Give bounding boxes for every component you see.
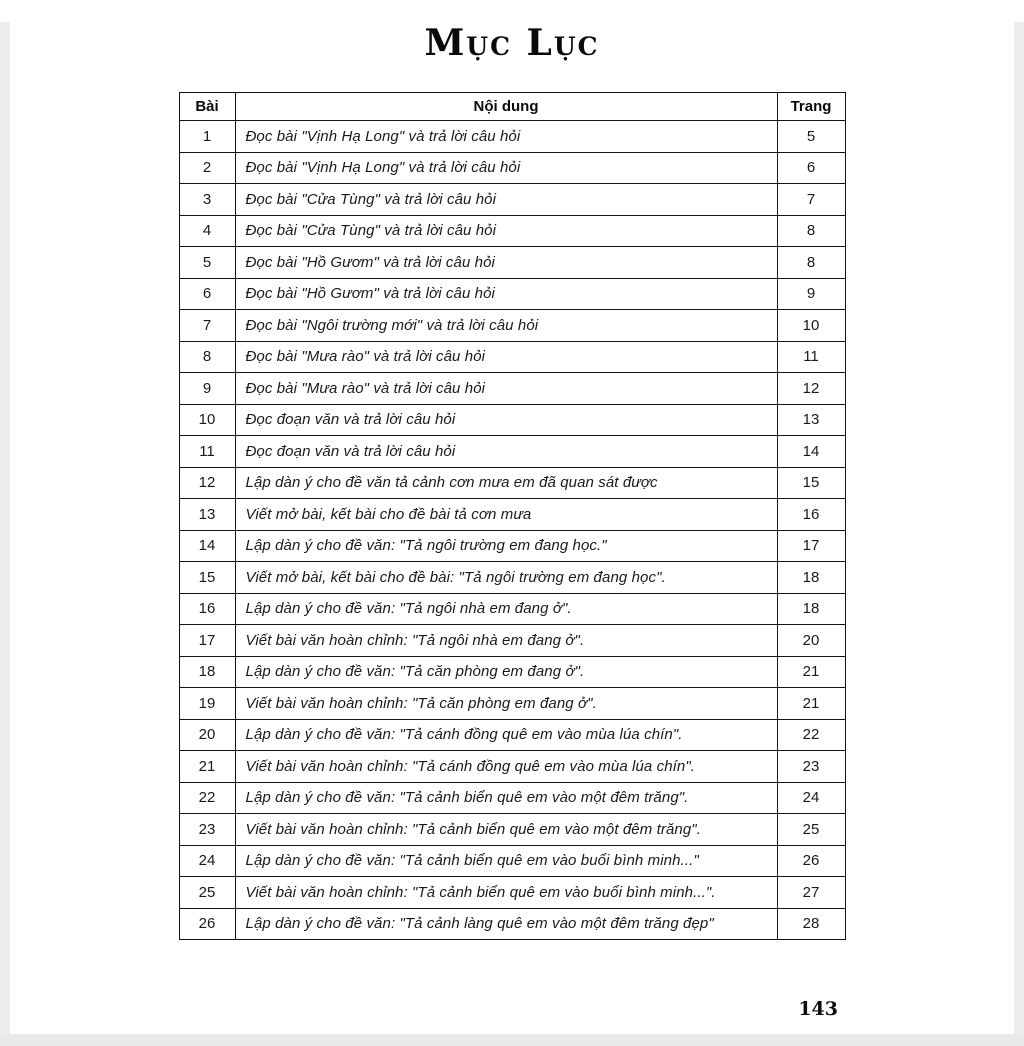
lesson-number-cell: 25 — [179, 877, 235, 909]
page-ref-cell: 17 — [777, 530, 845, 562]
lesson-number-cell: 6 — [179, 278, 235, 310]
table-row — [179, 751, 845, 783]
lesson-number-cell: 3 — [179, 184, 235, 216]
lesson-number-cell: 16 — [179, 593, 235, 625]
lesson-number-cell: 4 — [179, 215, 235, 247]
table-row — [179, 278, 845, 310]
table-row — [179, 877, 845, 909]
table-row — [179, 184, 845, 216]
lesson-number-cell: 10 — [179, 404, 235, 436]
lesson-content-cell: Đọc đoạn văn và trả lời câu hỏi — [235, 436, 777, 468]
table-row — [179, 436, 845, 468]
lesson-content-cell: Viết mở bài, kết bài cho đề bài: "Tả ngôi trường em đang học". — [235, 562, 777, 594]
page-ref-cell: 13 — [777, 404, 845, 436]
table-row — [179, 530, 845, 562]
lesson-content-cell: Viết bài văn hoàn chỉnh: "Tả cánh đồng quê em vào mùa lúa chín". — [235, 751, 777, 783]
lesson-content-cell: Đọc bài "Mưa rào" và trả lời câu hỏi — [235, 341, 777, 373]
lesson-content-cell: Viết bài văn hoàn chỉnh: "Tả căn phòng em đang ở". — [235, 688, 777, 720]
table-row — [179, 593, 845, 625]
toc-table — [179, 92, 846, 940]
table-row — [179, 247, 845, 279]
table-row — [179, 562, 845, 594]
page-ref-cell: 18 — [777, 562, 845, 594]
page-ref-cell: 5 — [777, 121, 845, 153]
page-ref-cell: 11 — [777, 341, 845, 373]
lesson-content-cell: Viết bài văn hoàn chỉnh: "Tả cảnh biển quê em vào buổi bình minh...". — [235, 877, 777, 909]
table-header-row — [179, 93, 845, 121]
page-ref-cell: 9 — [777, 278, 845, 310]
page-ref-cell: 27 — [777, 877, 845, 909]
lesson-content-cell: Viết mở bài, kết bài cho đề bài tả cơn mưa — [235, 499, 777, 531]
page-ref-cell: 10 — [777, 310, 845, 342]
lesson-number-cell: 11 — [179, 436, 235, 468]
lesson-content-cell: Đọc bài "Vịnh Hạ Long" và trả lời câu hỏi — [235, 121, 777, 153]
lesson-content-cell: Đọc bài "Hồ Gươm" và trả lời câu hỏi — [235, 278, 777, 310]
lesson-number-cell: 12 — [179, 467, 235, 499]
page-ref-cell: 20 — [777, 625, 845, 657]
lesson-number-cell: 19 — [179, 688, 235, 720]
header-content: Nội dung — [235, 93, 777, 121]
page-ref-cell: 21 — [777, 688, 845, 720]
lesson-number-cell: 7 — [179, 310, 235, 342]
scan-edge-left — [0, 22, 10, 1046]
page-number: 143 — [798, 998, 838, 1020]
lesson-number-cell: 8 — [179, 341, 235, 373]
lesson-content-cell: Lập dàn ý cho đề văn: "Tả ngôi trường em đang học." — [235, 530, 777, 562]
table-row — [179, 404, 845, 436]
table-row — [179, 814, 845, 846]
lesson-content-cell: Đọc bài "Mưa rào" và trả lời câu hỏi — [235, 373, 777, 405]
table-row — [179, 625, 845, 657]
page-ref-cell: 21 — [777, 656, 845, 688]
page-ref-cell: 6 — [777, 152, 845, 184]
table-row — [179, 845, 845, 877]
lesson-content-cell: Lập dàn ý cho đề văn: "Tả ngôi nhà em đang ở". — [235, 593, 777, 625]
table-row — [179, 121, 845, 153]
table-row — [179, 152, 845, 184]
lesson-content-cell: Lập dàn ý cho đề văn tả cảnh cơn mưa em đã quan sát được — [235, 467, 777, 499]
lesson-number-cell: 26 — [179, 908, 235, 940]
table-row — [179, 656, 845, 688]
page-ref-cell: 8 — [777, 215, 845, 247]
page-ref-cell: 18 — [777, 593, 845, 625]
table-row — [179, 499, 845, 531]
lesson-number-cell: 20 — [179, 719, 235, 751]
table-row — [179, 688, 845, 720]
lesson-content-cell: Viết bài văn hoàn chỉnh: "Tả cảnh biển quê em vào một đêm trăng". — [235, 814, 777, 846]
scan-edge-right — [1014, 22, 1024, 1046]
header-page: Trang — [777, 93, 845, 121]
toc-table-body — [179, 121, 845, 940]
page-ref-cell: 24 — [777, 782, 845, 814]
page-ref-cell: 7 — [777, 184, 845, 216]
lesson-content-cell: Đọc bài "Cửa Tùng" và trả lời câu hỏi — [235, 215, 777, 247]
table-row — [179, 341, 845, 373]
table-row — [179, 908, 845, 940]
page-ref-cell: 22 — [777, 719, 845, 751]
lesson-content-cell: Lập dàn ý cho đề văn: "Tả cánh đồng quê em vào mùa lúa chín". — [235, 719, 777, 751]
page-title: Mục Lục — [424, 22, 600, 64]
page-ref-cell: 28 — [777, 908, 845, 940]
lesson-number-cell: 14 — [179, 530, 235, 562]
table-row — [179, 373, 845, 405]
table-row — [179, 719, 845, 751]
lesson-number-cell: 13 — [179, 499, 235, 531]
lesson-content-cell: Đọc đoạn văn và trả lời câu hỏi — [235, 404, 777, 436]
lesson-content-cell: Viết bài văn hoàn chỉnh: "Tả ngôi nhà em đang ở". — [235, 625, 777, 657]
page-ref-cell: 25 — [777, 814, 845, 846]
lesson-number-cell: 9 — [179, 373, 235, 405]
table-row — [179, 782, 845, 814]
header-lesson-number: Bài — [179, 93, 235, 121]
page-ref-cell: 16 — [777, 499, 845, 531]
page-ref-cell: 8 — [777, 247, 845, 279]
lesson-number-cell: 24 — [179, 845, 235, 877]
document-page — [0, 22, 1024, 1020]
lesson-number-cell: 2 — [179, 152, 235, 184]
lesson-content-cell: Lập dàn ý cho đề văn: "Tả cảnh biển quê em vào một đêm trăng". — [235, 782, 777, 814]
table-row — [179, 215, 845, 247]
lesson-content-cell: Lập dàn ý cho đề văn: "Tả căn phòng em đang ở". — [235, 656, 777, 688]
lesson-content-cell: Đọc bài "Cửa Tùng" và trả lời câu hỏi — [235, 184, 777, 216]
lesson-content-cell: Lập dàn ý cho đề văn: "Tả cảnh làng quê em vào một đêm trăng đẹp" — [235, 908, 777, 940]
lesson-number-cell: 22 — [179, 782, 235, 814]
page-ref-cell: 23 — [777, 751, 845, 783]
lesson-number-cell: 1 — [179, 121, 235, 153]
lesson-number-cell: 17 — [179, 625, 235, 657]
lesson-content-cell: Lập dàn ý cho đề văn: "Tả cảnh biển quê em vào buổi bình minh..." — [235, 845, 777, 877]
lesson-number-cell: 18 — [179, 656, 235, 688]
page-ref-cell: 14 — [777, 436, 845, 468]
lesson-number-cell: 15 — [179, 562, 235, 594]
page-ref-cell: 15 — [777, 467, 845, 499]
lesson-content-cell: Đọc bài "Vịnh Hạ Long" và trả lời câu hỏi — [235, 152, 777, 184]
lesson-number-cell: 5 — [179, 247, 235, 279]
table-row — [179, 310, 845, 342]
lesson-content-cell: Đọc bài "Ngôi trường mới" và trả lời câu hỏi — [235, 310, 777, 342]
scan-edge-bottom — [0, 1034, 1024, 1046]
page-ref-cell: 26 — [777, 845, 845, 877]
table-row — [179, 467, 845, 499]
page-ref-cell: 12 — [777, 373, 845, 405]
lesson-number-cell: 21 — [179, 751, 235, 783]
lesson-number-cell: 23 — [179, 814, 235, 846]
lesson-content-cell: Đọc bài "Hồ Gươm" và trả lời câu hỏi — [235, 247, 777, 279]
